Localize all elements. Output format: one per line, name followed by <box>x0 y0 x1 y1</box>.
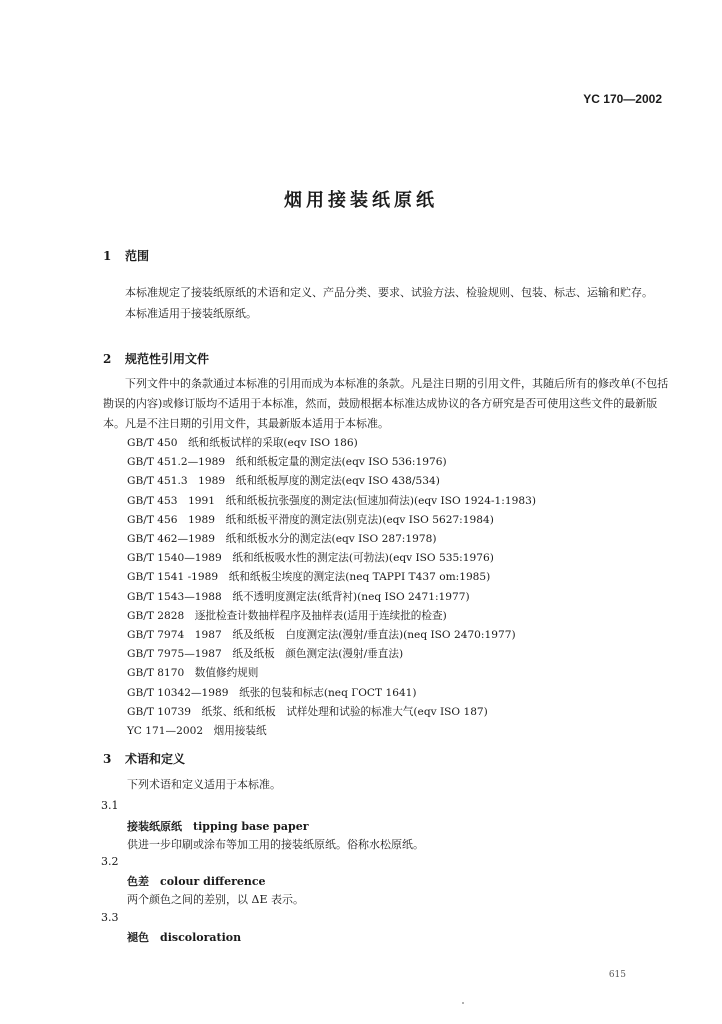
reference-item: GB/T 7975—1987 纸及纸板 颜色测定法(漫射/垂直法) <box>127 648 404 661</box>
section-title: 规范性引用文件 <box>125 352 210 366</box>
clause-3-1-definition: 供进一步印刷或涂布等加工用的接装纸原纸。俗称水松原纸。 <box>127 838 424 851</box>
section-1-heading <box>103 247 149 264</box>
reference-item: GB/T 451.3 1989 纸和纸板厚度的测定法(eqv ISO 438/534) <box>127 475 440 488</box>
clause-3-2-term: 色差 colour difference <box>127 875 266 888</box>
clause-3-1-term: 接装纸原纸 tipping base paper <box>127 820 309 833</box>
reference-item: YC 171—2002 烟用接装纸 <box>127 725 267 738</box>
section-2-intro <box>103 374 673 434</box>
reference-item: GB/T 7974 1987 纸及纸板 白度测定法(漫射/垂直法)(neq ISO 2470:1977) <box>127 629 516 642</box>
section-3-intro: 下列术语和定义适用于本标准。 <box>127 778 281 791</box>
clause-3-3-term: 褪色 discoloration <box>127 931 242 944</box>
reference-item: GB/T 2828 逐批检查计数抽样程序及抽样表(适用于连续批的检查) <box>127 609 447 622</box>
reference-item: GB/T 1543—1988 纸不透明度测定法(纸背衬)(neq ISO 2471:1977) <box>127 590 470 603</box>
reference-item: GB/T 450 纸和纸板试样的采取(eqv ISO 186) <box>127 437 358 449</box>
reference-item: GB/T 456 1989 纸和纸板平滑度的测定法(别克法)(eqv ISO 5627:1984) <box>127 513 494 526</box>
section-2-heading <box>103 350 209 367</box>
reference-item: GB/T 8170 数值修约规则 <box>127 667 259 680</box>
page-title: 烟用接装纸原纸 <box>284 190 438 211</box>
section-title: 范围 <box>125 249 150 263</box>
section-1-body <box>103 283 673 324</box>
paragraph: 本标准规定了接装纸原纸的术语和定义、产品分类、要求、试验方法、检验规则、包装、标志、运输和贮存。 <box>125 286 653 299</box>
document-number: YC 170—2002 <box>583 92 662 106</box>
section-title: 术语和定义 <box>125 752 186 766</box>
clause-3-2-definition: 两个颜色之间的差别，以 ΔE 表示。 <box>127 893 304 906</box>
reference-item: GB/T 1540—1989 纸和纸板吸水性的测定法(可勃法)(eqv ISO 535:1976) <box>127 552 494 565</box>
paragraph: 本标准适用于接装纸原纸。 <box>125 307 257 320</box>
scan-speck <box>462 1002 464 1004</box>
reference-item: GB/T 10342—1989 纸张的包装和标志(neq ГОСТ 1641) <box>127 686 417 699</box>
reference-item: GB/T 1541 -1989 纸和纸板尘埃度的测定法(neq TAPPI T437 om:1985) <box>127 571 491 584</box>
clause-3-2-number: 3.2 <box>101 855 119 868</box>
clause-3-1-number: 3.1 <box>101 799 119 812</box>
reference-item: GB/T 462—1989 纸和纸板水分的测定法(eqv ISO 287:1978) <box>127 533 437 546</box>
reference-item: GB/T 10739 纸浆、纸和纸板 试样处理和试验的标准大气(eqv ISO 187) <box>127 705 488 718</box>
reference-item: GB/T 453 1991 纸和纸板抗张强度的测定法(恒速加荷法)(eqv ISO 1924-1:1983) <box>127 494 536 507</box>
paragraph: 下列文件中的条款通过本标准的引用而成为本标准的条款。凡是注日期的引用文件，其随后所有的修改单(不包括勘误的内容)或修订版均不适用于本标准，然而，鼓励根据本标准达成协议的各方研究是否可使用这些文件的最新版本。凡是不注日期的引用文件，其最新版本适用于本标准。 <box>103 377 669 430</box>
page-number: 615 <box>608 970 626 980</box>
section-number: 1 <box>103 249 112 263</box>
section-3-heading <box>103 750 185 767</box>
reference-item: GB/T 451.2—1989 纸和纸板定量的测定法(eqv ISO 536:1976) <box>127 456 447 469</box>
section-number: 3 <box>103 752 112 766</box>
clause-3-3-number: 3.3 <box>101 911 119 924</box>
reference-list <box>127 434 536 741</box>
section-number: 2 <box>103 352 112 366</box>
